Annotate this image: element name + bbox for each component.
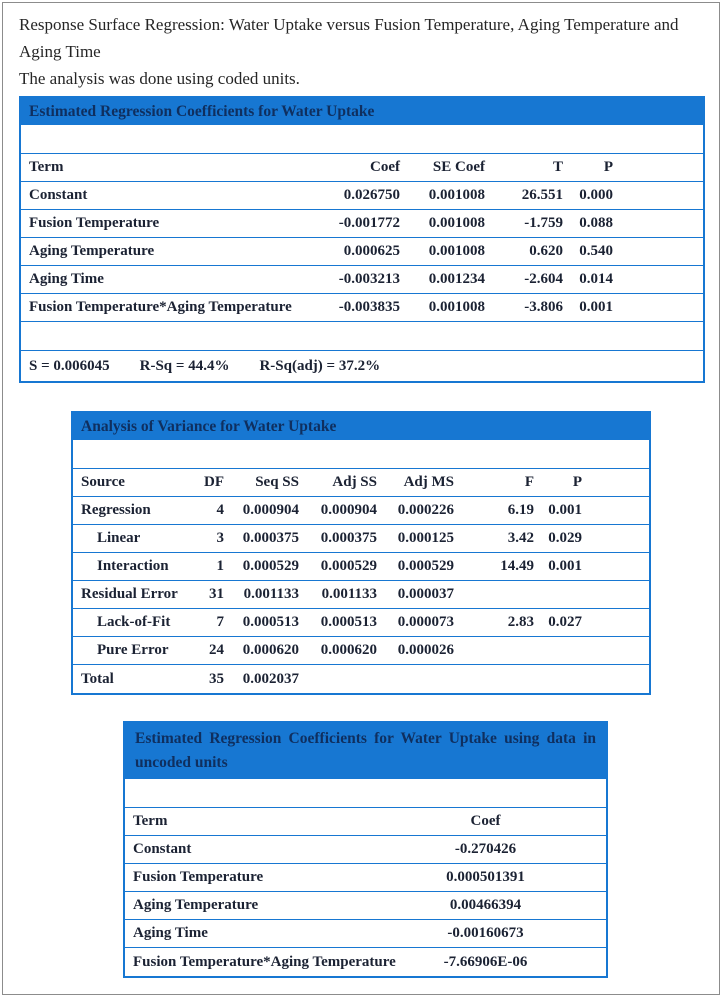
table-row [125, 920, 606, 948]
analysis-note: The analysis was done using coded units. [19, 69, 300, 88]
adj-ms-cell: 0.000037 [397, 586, 454, 602]
adj-ss-cell: 0.000529 [320, 558, 377, 574]
f-cell: 6.19 [507, 502, 534, 518]
anova-table-title-bar: Analysis of Variance for Water Uptake [73, 413, 649, 440]
f-column-header: F [524, 474, 534, 490]
table-row [73, 525, 649, 553]
t-cell: 0.620 [529, 243, 563, 259]
blank-row [21, 322, 703, 351]
seq-ss-cell: 0.001133 [243, 586, 299, 602]
table-row [21, 238, 703, 266]
table-row [21, 294, 703, 322]
term-cell: Fusion Temperature*Aging Temperature [133, 953, 396, 970]
term-cell: Aging Temperature [29, 243, 155, 259]
table-row [73, 665, 649, 693]
term-cell: Fusion Temperature [133, 869, 264, 885]
coef-cell: -0.00160673 [447, 925, 524, 941]
p-cell: 0.088 [579, 215, 613, 231]
df-cell: 7 [216, 614, 224, 630]
anova-table [71, 411, 651, 695]
table-row [73, 497, 649, 525]
seq-ss-cell: 0.002037 [242, 670, 299, 687]
coef-column-header: Coef [470, 813, 501, 829]
column-header-row [73, 469, 649, 497]
p-cell: 0.014 [579, 271, 613, 287]
f-cell: 14.49 [500, 558, 534, 574]
p-cell: 0.029 [548, 530, 582, 546]
source-cell: Regression [81, 502, 151, 518]
source-cell: Lack-of-Fit [97, 614, 171, 630]
term-cell: Aging Time [133, 925, 208, 941]
uncoded-coefficients-table [123, 721, 608, 978]
source-cell: Interaction [97, 558, 169, 574]
term-column-header: Term [29, 159, 64, 175]
f-cell: 2.83 [507, 614, 534, 630]
source-column-header: Source [81, 474, 125, 490]
adj-ss-column-header: Adj SS [332, 474, 377, 490]
coefficients-table-title-bar: Estimated Regression Coefficients for Water Uptake [21, 98, 703, 125]
table-row [125, 836, 606, 864]
p-column-header: P [572, 474, 582, 490]
adj-ms-cell: 0.000226 [397, 502, 454, 518]
blank-row [125, 779, 606, 808]
se-coef-cell: 0.001008 [428, 215, 485, 231]
blank-row [73, 440, 649, 469]
df-cell: 35 [209, 670, 224, 687]
coef-cell: 0.026750 [343, 187, 400, 203]
adj-ms-cell: 0.000026 [397, 642, 454, 658]
table-row [73, 637, 649, 665]
model-summary-row [21, 351, 703, 381]
table-row [125, 948, 606, 976]
adj-ms-cell: 0.000073 [397, 614, 454, 630]
t-column-header: T [552, 159, 563, 175]
s-value: S = 0.006045 [29, 357, 110, 374]
coef-cell: -0.003213 [338, 271, 400, 287]
df-column-header: DF [204, 474, 224, 490]
p-cell: 0.027 [548, 614, 582, 630]
column-header-row [125, 808, 606, 836]
seq-ss-cell: 0.000620 [242, 642, 299, 658]
p-cell: 0.001 [579, 299, 613, 315]
table-row [21, 182, 703, 210]
uncoded-table-title-bar: Estimated Regression Coefficients for Water Uptake using data in uncoded units [125, 723, 606, 779]
term-column-header: Term [133, 813, 168, 829]
blank-row [21, 125, 703, 154]
df-cell: 3 [216, 530, 224, 546]
document-page [2, 2, 720, 995]
se-coef-cell: 0.001008 [428, 299, 485, 315]
t-cell: -2.604 [524, 271, 563, 287]
coef-cell: 0.000501391 [446, 869, 525, 885]
df-cell: 31 [209, 586, 224, 602]
r-sq-value: R-Sq = 44.4% [139, 357, 230, 374]
se-coef-cell: 0.001008 [428, 243, 485, 259]
p-cell: 0.001 [548, 558, 582, 574]
coef-cell: -0.270426 [454, 841, 517, 857]
column-header-row [21, 154, 703, 182]
df-cell: 24 [209, 642, 224, 658]
term-cell: Aging Temperature [133, 897, 259, 913]
source-cell: Total [81, 670, 114, 687]
seq-ss-cell: 0.000904 [242, 502, 299, 518]
t-cell: -3.806 [524, 299, 563, 315]
seq-ss-cell: 0.000513 [242, 614, 299, 630]
seq-ss-column-header: Seq SS [255, 474, 299, 490]
p-column-header: P [603, 159, 613, 175]
term-cell: Fusion Temperature*Aging Temperature [29, 299, 292, 315]
term-cell: Constant [29, 187, 88, 203]
df-cell: 1 [216, 558, 224, 574]
table-row [125, 892, 606, 920]
adj-ss-cell: 0.000375 [320, 530, 377, 546]
seq-ss-cell: 0.000375 [242, 530, 299, 546]
p-cell: 0.001 [548, 502, 582, 518]
p-cell: 0.540 [579, 243, 613, 259]
t-cell: 26.551 [521, 187, 563, 203]
adj-ss-cell: 0.000620 [320, 642, 377, 658]
adj-ms-column-header: Adj MS [403, 474, 454, 490]
term-cell: Aging Time [29, 271, 104, 287]
se-coef-cell: 0.001008 [428, 187, 485, 203]
table-row [73, 553, 649, 581]
p-cell: 0.000 [579, 187, 613, 203]
source-cell: Pure Error [97, 642, 169, 658]
coef-cell: 0.000625 [343, 243, 400, 259]
adj-ss-cell: 0.001133 [321, 586, 377, 602]
coef-column-header: Coef [370, 159, 400, 175]
coef-cell: 0.00466394 [449, 897, 522, 913]
se-coef-column-header: SE Coef [432, 159, 485, 175]
adj-ms-cell: 0.000125 [397, 530, 454, 546]
table-row [73, 581, 649, 609]
adj-ss-cell: 0.000513 [320, 614, 377, 630]
coef-cell: -7.66906E-06 [443, 953, 528, 970]
t-cell: -1.759 [524, 215, 563, 231]
table-row [21, 266, 703, 294]
table-row [21, 210, 703, 238]
se-coef-cell: 0.001234 [428, 271, 485, 287]
df-cell: 4 [216, 502, 224, 518]
source-cell: Linear [97, 530, 141, 546]
report-title: Response Surface Regression: Water Uptake versus Fusion Temperature, Aging Temperature and Aging Time [19, 15, 679, 61]
table-row [73, 609, 649, 637]
term-cell: Fusion Temperature [29, 215, 160, 231]
r-sq-adj-value: R-Sq(adj) = 37.2% [259, 357, 381, 374]
coef-cell: -0.003835 [338, 299, 400, 315]
f-cell: 3.42 [507, 530, 534, 546]
adj-ss-cell: 0.000904 [320, 502, 377, 518]
term-cell: Constant [133, 841, 192, 857]
coef-cell: -0.001772 [338, 215, 400, 231]
seq-ss-cell: 0.000529 [242, 558, 299, 574]
coefficients-table [19, 96, 705, 383]
adj-ms-cell: 0.000529 [397, 558, 454, 574]
table-row [125, 864, 606, 892]
source-cell: Residual Error [81, 586, 178, 602]
